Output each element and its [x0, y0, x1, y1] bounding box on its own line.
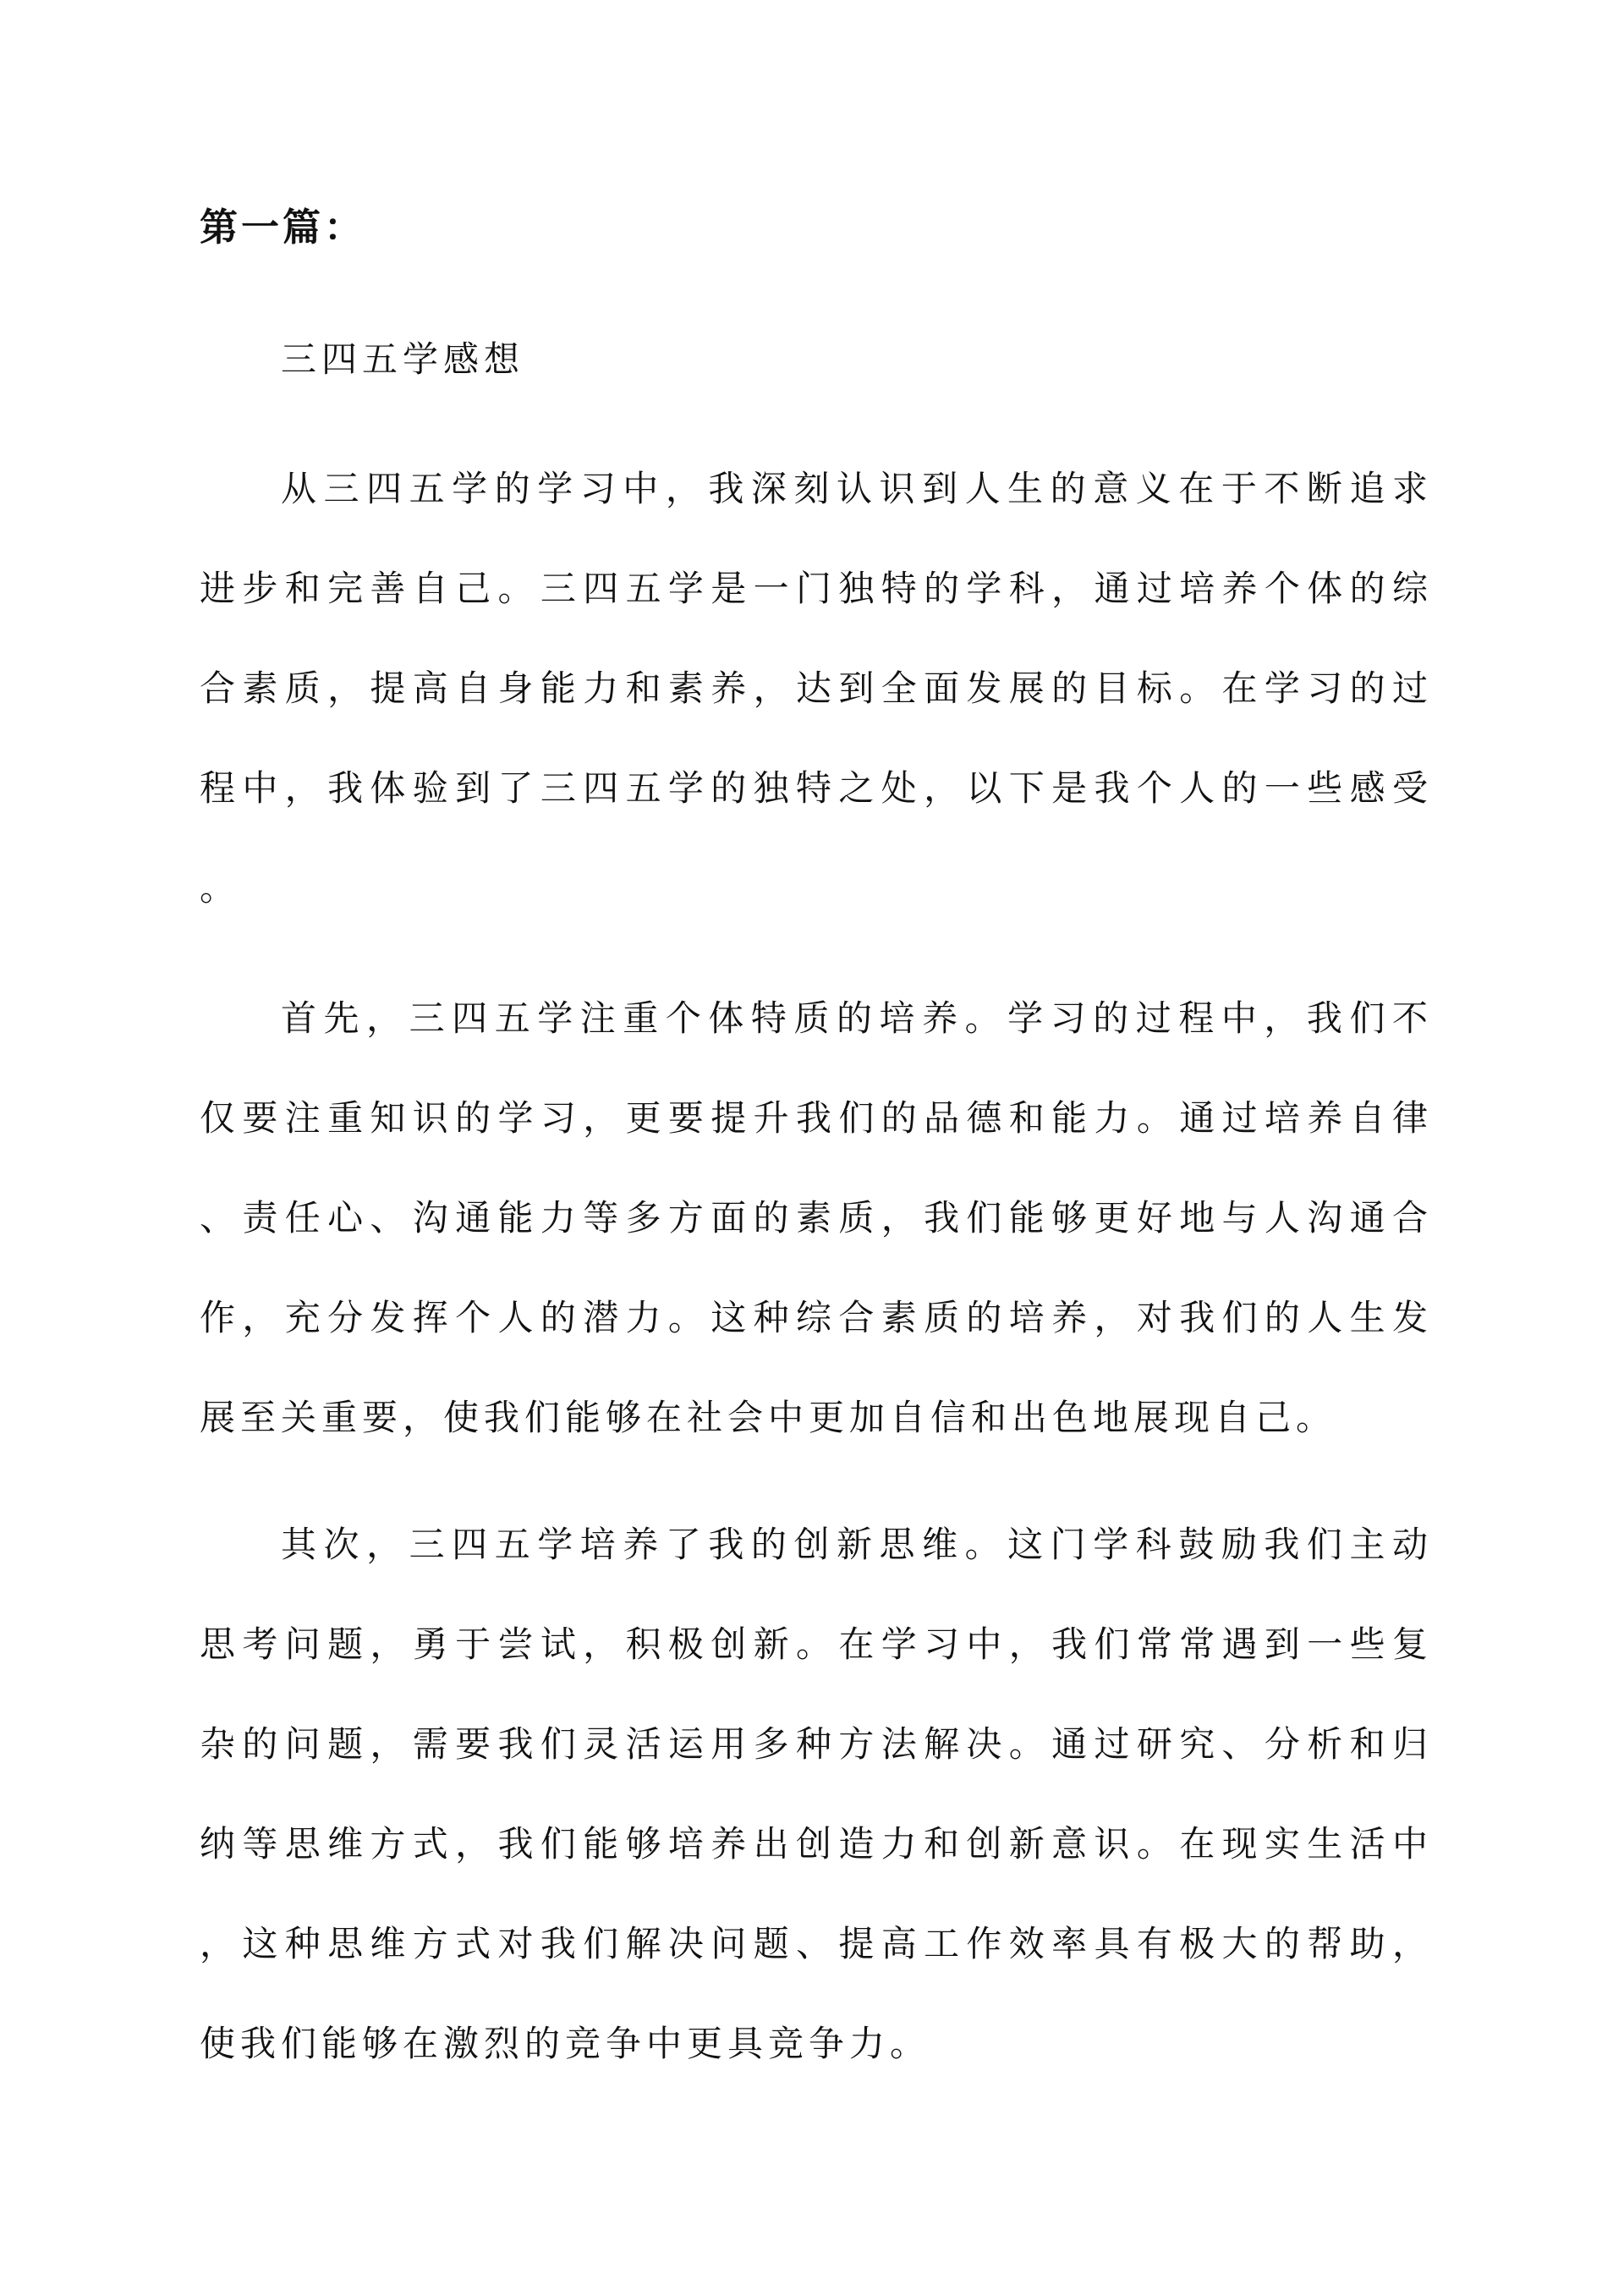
- paragraph-3-line-4: 纳等思维方式，我们能够培养出创造力和创新意识。在现实生活中: [200, 1823, 1428, 1865]
- paragraph-2-line-3: 、责任心、沟通能力等多方面的素质，我们能够更好地与人沟通合: [200, 1197, 1428, 1239]
- paragraph-3-line-6: 使我们能够在激烈的竞争中更具竞争力。: [200, 2023, 931, 2064]
- paragraph-1-line-4: 程中，我体验到了三四五学的独特之处，以下是我个人的一些感受: [200, 767, 1428, 809]
- paragraph-3-line-5: ，这种思维方式对我们解决问题、提高工作效率具有极大的帮助，: [200, 1923, 1428, 1964]
- paragraph-2-line-4: 作，充分发挥个人的潜力。这种综合素质的培养，对我们的人生发: [200, 1297, 1428, 1338]
- paragraph-1-line-5: 。: [200, 867, 241, 909]
- document-subtitle: 三四五学感想: [281, 338, 525, 380]
- paragraph-1-line-2: 进步和完善自己。三四五学是一门独特的学科，通过培养个体的综: [200, 568, 1428, 609]
- document-heading: 第一篇：: [200, 205, 366, 250]
- paragraph-3-line-1: 其次，三四五学培养了我的创新思维。这门学科鼓励我们主动: [281, 1524, 1428, 1565]
- paragraph-2-line-5: 展至关重要，使我们能够在社会中更加自信和出色地展现自己。: [200, 1397, 1337, 1438]
- paragraph-1-line-1: 从三四五学的学习中，我深刻认识到人生的意义在于不断追求: [281, 468, 1428, 509]
- paragraph-2-line-2: 仅要注重知识的学习，更要提升我们的品德和能力。通过培养自律: [200, 1097, 1428, 1139]
- paragraph-1-line-3: 合素质，提高自身能力和素养，达到全面发展的目标。在学习的过: [200, 667, 1428, 709]
- paragraph-3-line-3: 杂的问题，需要我们灵活运用多种方法解决。通过研究、分析和归: [200, 1723, 1428, 1765]
- paragraph-2-line-1: 首先，三四五学注重个体特质的培养。学习的过程中，我们不: [281, 997, 1428, 1039]
- paragraph-3-line-2: 思考问题，勇于尝试，积极创新。在学习中，我们常常遇到一些复: [200, 1623, 1428, 1665]
